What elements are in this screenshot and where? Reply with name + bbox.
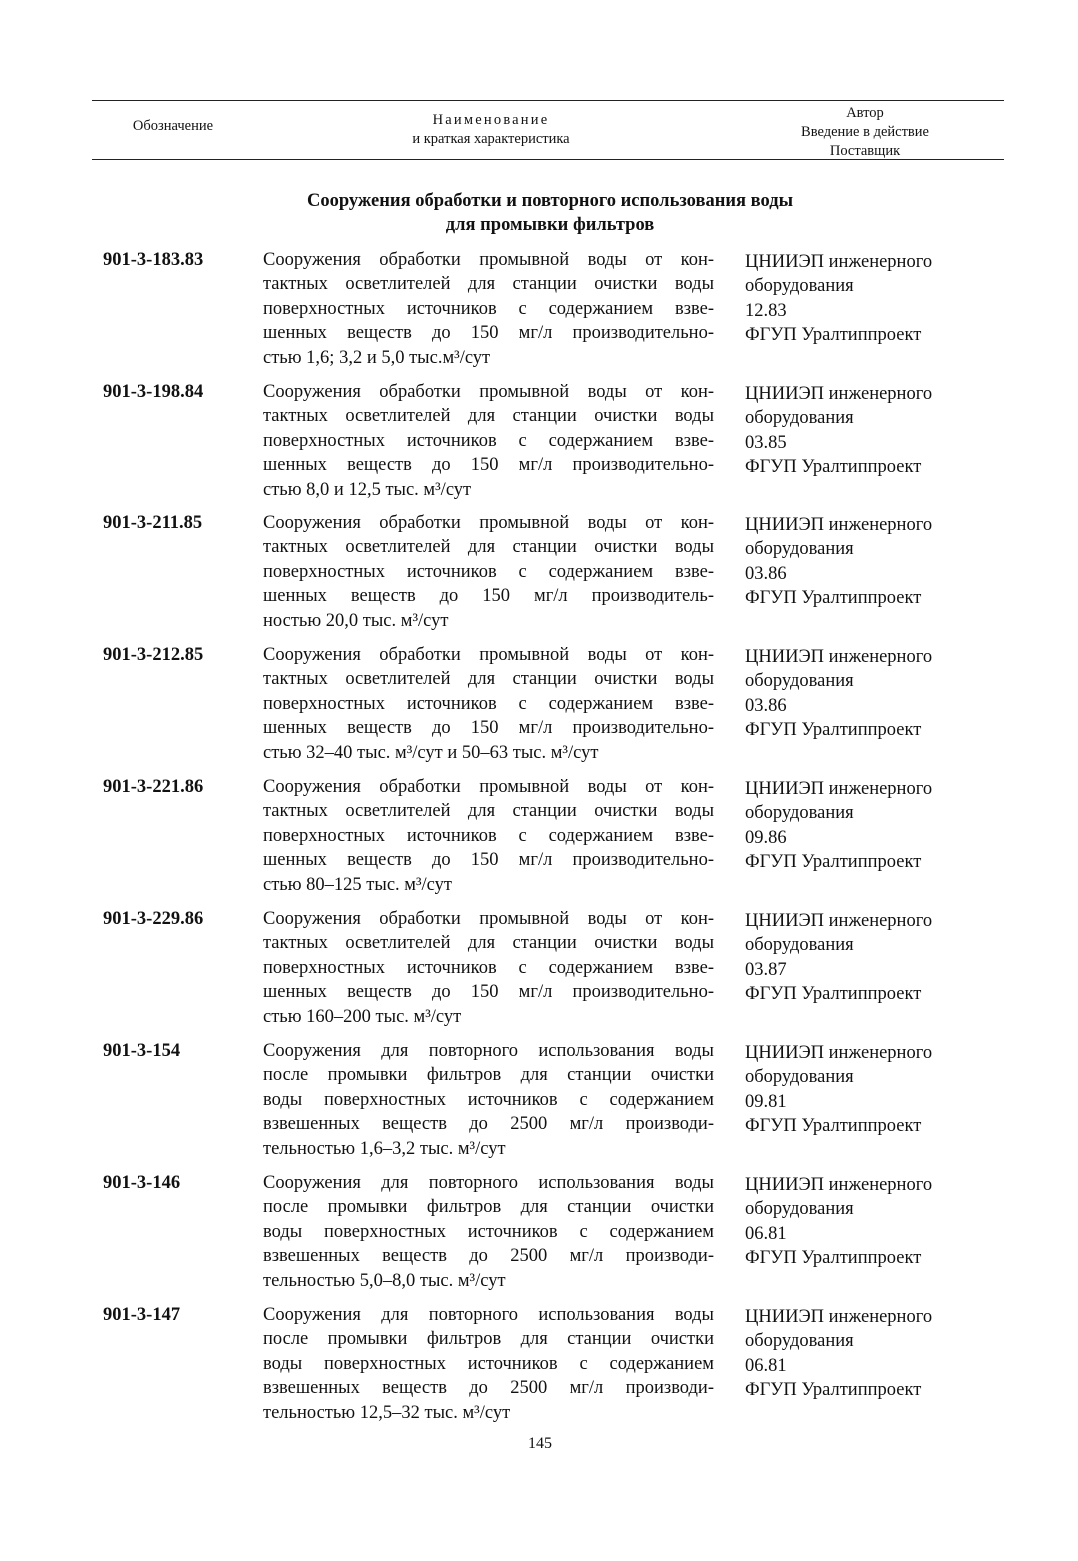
entry-description-line: тельностью 12,5–32 тыс. м³/сут	[263, 1402, 511, 1423]
entry-author-line: оборудования	[745, 1331, 854, 1352]
header-author-line2: Введение в действие	[801, 124, 929, 140]
entry-description-line: шенных веществ до 150 мг/л производительно-	[263, 982, 714, 1003]
entry-description-line: стью 80–125 тыс. м³/сут	[263, 874, 452, 895]
entry-description-line: взвешенных веществ до 2500 мг/л производи-	[263, 1114, 714, 1135]
entry-author-line: ЦНИИЭП инженерного	[745, 1043, 933, 1063]
entry-description-line: воды поверхностных источников с содержанием	[263, 1089, 714, 1110]
entry-author-line: 09.81	[745, 1091, 787, 1112]
entry-author-line: ФГУП Уралтиппроект	[745, 457, 922, 478]
entry-description	[263, 1303, 714, 1425]
entry-author-line: ЦНИИЭП инженерного	[745, 1175, 933, 1195]
entry-description-line: тактных осветлителей для станции очистки воды	[263, 801, 714, 822]
header-designation: Обозначение	[132, 118, 214, 134]
entry-description-line: стью 8,0 и 12,5 тыс. м³/сут	[263, 479, 472, 500]
entry-description-line: поверхностных источников с содержанием взве-	[263, 825, 714, 846]
entry-description-line: Сооружения обработки промывной воды от кон-	[263, 777, 714, 797]
entry-description-line: воды поверхностных источников с содержанием	[263, 1221, 714, 1242]
entry-description	[263, 907, 714, 1029]
entry-author-line: 03.85	[745, 432, 787, 453]
entry-author-line: ФГУП Уралтиппроект	[745, 984, 922, 1005]
entry-author	[745, 513, 932, 611]
entry-description-line: Сооружения для повторного использования воды	[263, 1305, 714, 1325]
entry-author-line: ФГУП Уралтиппроект	[745, 852, 922, 873]
entry-description-line: шенных веществ до 150 мг/л производительно-	[263, 718, 714, 739]
entry-author-line: ЦНИИЭП инженерного	[745, 1307, 933, 1327]
entry-code: 901-3-212.85	[103, 645, 204, 665]
entry-code: 901-3-229.86	[103, 909, 204, 929]
entry-author-line: 09.86	[745, 827, 787, 848]
entry-description-line: после промывки фильтров для станции очистки	[263, 1197, 714, 1218]
entry-author-line: ФГУП Уралтиппроект	[745, 1116, 922, 1137]
entry-author	[745, 382, 932, 480]
entry-author-line: оборудования	[745, 803, 854, 824]
entry-author	[745, 1173, 932, 1271]
entry-code: 901-3-221.86	[103, 777, 204, 797]
section-title-line1: Сооружения обработки и повторного использования воды	[306, 191, 794, 211]
entry-author-line: ЦНИИЭП инженерного	[745, 252, 933, 272]
entry-author	[745, 645, 932, 743]
entry-description-line: воды поверхностных источников с содержанием	[263, 1353, 714, 1374]
entry-description-line: тактных осветлителей для станции очистки воды	[263, 274, 714, 295]
header-author-line3: Поставщик	[829, 143, 901, 159]
entry-author-line: 03.87	[745, 959, 787, 980]
entry-description-line: поверхностных источников с содержанием взве-	[263, 957, 714, 978]
entry-author	[745, 909, 932, 1007]
entry-author-line: 03.86	[745, 695, 787, 716]
entry-author	[745, 250, 932, 348]
header-name-line2: и краткая характеристика	[412, 131, 570, 147]
entry-description-line: взвешенных веществ до 2500 мг/л производи-	[263, 1246, 714, 1267]
entry-description-line: тактных осветлителей для станции очистки воды	[263, 933, 714, 954]
entry-description-line: шенных веществ до 150 мг/л производитель-	[263, 586, 714, 607]
entry-author-line: оборудования	[745, 408, 854, 429]
entry-description-line: Сооружения обработки промывной воды от кон-	[263, 513, 714, 533]
entry-description-line: тактных осветлителей для станции очистки воды	[263, 406, 714, 427]
section-title-line2: для промывки фильтров	[445, 215, 655, 235]
entry-author-line: ЦНИИЭП инженерного	[745, 384, 933, 404]
entry-description-line: ностью 20,0 тыс. м³/сут	[263, 610, 449, 631]
entry-description-line: Сооружения обработки промывной воды от кон-	[263, 645, 714, 665]
entry-code: 901-3-147	[103, 1305, 181, 1325]
entry-author-line: оборудования	[745, 1067, 854, 1088]
entry-description	[263, 1039, 714, 1161]
entry-author-line: ЦНИИЭП инженерного	[745, 779, 933, 799]
entry-description-line: стью 160–200 тыс. м³/сут	[263, 1006, 462, 1027]
entry-author-line: оборудования	[745, 671, 854, 692]
entry-author-line: ФГУП Уралтиппроект	[745, 1380, 922, 1401]
entry-description	[263, 248, 714, 370]
entry-description	[263, 511, 714, 633]
entry-author-line: ЦНИИЭП инженерного	[745, 515, 933, 535]
entry-author-line: ЦНИИЭП инженерного	[745, 647, 933, 667]
entry-author-line: оборудования	[745, 539, 854, 560]
entry-author-line: ЦНИИЭП инженерного	[745, 911, 933, 931]
entry-description	[263, 775, 714, 897]
entry-description-line: шенных веществ до 150 мг/л производительно-	[263, 323, 714, 344]
entry-author-line: ФГУП Уралтиппроект	[745, 1248, 922, 1269]
page-number: 145	[528, 1435, 552, 1452]
entry-author	[745, 1305, 932, 1403]
entry-description-line: тельностью 5,0–8,0 тыс. м³/сут	[263, 1270, 506, 1291]
entry-author-line: ФГУП Уралтиппроект	[745, 588, 922, 609]
entry-author-line: ФГУП Уралтиппроект	[745, 325, 922, 346]
entry-author	[745, 777, 932, 875]
entry-description-line: Сооружения для повторного использования воды	[263, 1173, 714, 1193]
header-name-line1: Наименование	[432, 112, 550, 128]
entry-description	[263, 1171, 714, 1293]
entry-author-line: 12.83	[745, 300, 787, 321]
entry-description-line: Сооружения обработки промывной воды от кон-	[263, 382, 714, 402]
entry-description-line: Сооружения обработки промывной воды от кон-	[263, 250, 714, 270]
entry-description-line: после промывки фильтров для станции очистки	[263, 1065, 714, 1086]
entry-author-line: оборудования	[745, 276, 854, 297]
entry-description-line: стью 1,6; 3,2 и 5,0 тыс.м³/сут	[263, 347, 491, 368]
entry-description-line: шенных веществ до 150 мг/л производительно-	[263, 455, 714, 476]
entry-description-line: поверхностных источников с содержанием взве-	[263, 298, 714, 319]
entry-author-line: 06.81	[745, 1223, 787, 1244]
entry-code: 901-3-211.85	[103, 513, 203, 533]
header-author-line1: Автор	[846, 105, 884, 121]
entry-description-line: поверхностных источников с содержанием взве-	[263, 693, 714, 714]
entry-description-line: Сооружения обработки промывной воды от кон-	[263, 909, 714, 929]
entry-description-line: Сооружения для повторного использования воды	[263, 1041, 714, 1061]
entry-description-line: тактных осветлителей для станции очистки воды	[263, 669, 714, 690]
entry-author-line: оборудования	[745, 935, 854, 956]
entry-code: 901-3-183.83	[103, 250, 204, 270]
entry-description	[263, 643, 714, 765]
entry-author-line: 06.81	[745, 1355, 787, 1376]
entry-description-line: поверхностных источников с содержанием взве-	[263, 561, 714, 582]
entry-code: 901-3-154	[103, 1041, 181, 1061]
entry-description-line: шенных веществ до 150 мг/л производительно-	[263, 850, 714, 871]
entry-description-line: после промывки фильтров для станции очистки	[263, 1329, 714, 1350]
entry-author-line: 03.86	[745, 563, 787, 584]
entry-description-line: поверхностных источников с содержанием взве-	[263, 430, 714, 451]
entry-description-line: взвешенных веществ до 2500 мг/л производи-	[263, 1378, 714, 1399]
entry-code: 901-3-146	[103, 1173, 181, 1193]
entry-description-line: тельностью 1,6–3,2 тыс. м³/сут	[263, 1138, 506, 1159]
entry-description-line: стью 32–40 тыс. м³/сут и 50–63 тыс. м³/сут	[263, 742, 599, 763]
entry-author	[745, 1041, 932, 1139]
entry-description	[263, 380, 714, 502]
entry-author-line: ФГУП Уралтиппроект	[745, 720, 922, 741]
entry-code: 901-3-198.84	[103, 382, 204, 402]
entry-description-line: тактных осветлителей для станции очистки воды	[263, 537, 714, 558]
entry-author-line: оборудования	[745, 1199, 854, 1220]
